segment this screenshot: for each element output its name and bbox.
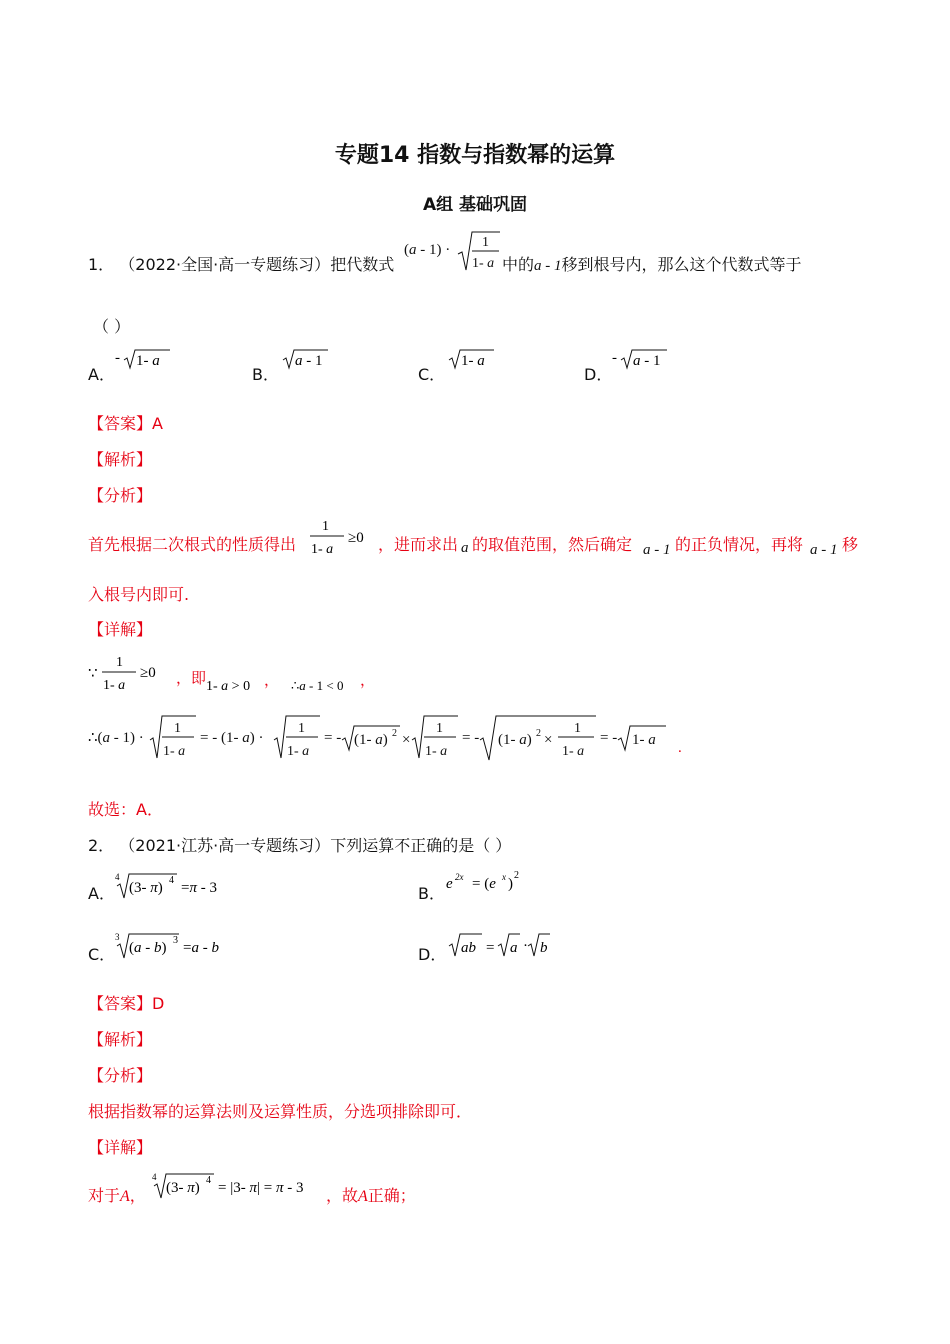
q1-option-c-label: C．	[418, 365, 446, 384]
q2-detail-line	[88, 1183, 146, 1206]
svg-text:1- a > 0: 1- a > 0	[206, 679, 251, 694]
q1-stem-rest	[502, 252, 802, 275]
svg-text:=a - b: =a - b	[183, 940, 219, 956]
q1-stem-c: 移到根号内，那么这个代数式等于	[561, 255, 802, 274]
q1-option-b-math	[282, 346, 332, 376]
q1-option-c[interactable]	[418, 362, 445, 385]
q1-blank: （ ）	[93, 317, 131, 336]
svg-text:(3- π): (3- π)	[129, 880, 163, 896]
q1-analysis-label: 【解析】	[88, 450, 153, 469]
svg-text:= (e: = (e	[472, 876, 496, 892]
svg-text:1- a: 1- a	[632, 732, 656, 748]
q2-option-b-label[interactable]: B．	[418, 884, 445, 903]
q2-detail-c: 正确；	[367, 1186, 416, 1205]
q1-fenxi-text-a: 首先根据二次根式的性质得出	[88, 535, 297, 554]
q1-option-a-label: A．	[88, 365, 115, 384]
q1-because-line	[88, 650, 378, 700]
svg-text:-: -	[612, 350, 617, 366]
svg-text:a - 1: a - 1	[633, 353, 661, 369]
q2-detail-b: ，故	[326, 1186, 359, 1205]
q2-detail-a: 对于	[88, 1186, 121, 1205]
svg-text:≥0: ≥0	[140, 665, 156, 681]
q1-option-c-math	[448, 346, 498, 376]
q1-expression	[402, 228, 502, 278]
q1-fenxi-text-e: 移	[842, 535, 859, 554]
svg-text:.: .	[678, 740, 682, 756]
svg-text:1- a: 1- a	[163, 744, 186, 759]
svg-text:，即: ，即	[176, 669, 207, 687]
q2-fenxi-label: 【分析】	[88, 1066, 153, 1085]
q2-detail-var-a: A	[120, 1188, 130, 1205]
q1-fenxi-text-b: ，进而求出	[378, 535, 459, 554]
q1-number: 1．	[88, 255, 115, 274]
svg-text:2x: 2x	[455, 872, 464, 882]
svg-text:1: 1	[298, 721, 305, 736]
svg-text:1- a: 1- a	[287, 744, 310, 759]
q1-option-a[interactable]	[88, 362, 115, 385]
svg-text:b: b	[540, 940, 548, 956]
q2-option-c-math	[115, 928, 245, 966]
q1-fenxi-fraction	[308, 514, 380, 562]
q1-fenxi-text-d: 的正负情况，再将	[675, 535, 804, 554]
svg-text:1- a: 1- a	[136, 353, 160, 369]
q1-fenxi-text-f: 入根号内即可.	[88, 585, 190, 604]
svg-text:a: a	[510, 940, 518, 956]
group-heading: A组 基础巩固	[422, 195, 528, 215]
q2-stem-text: 下列运算不正确的是（ ）	[330, 836, 512, 855]
svg-text:1: 1	[116, 655, 123, 670]
q1-conclusion: 故选：A．	[88, 800, 163, 819]
svg-text:= -: = -	[324, 730, 342, 746]
q1-stem-b: 中的	[502, 255, 535, 274]
svg-text:= |3- π| = π - 3: = |3- π| = π - 3	[218, 1180, 304, 1196]
svg-text:=π - 3: =π - 3	[181, 880, 217, 896]
svg-text:= -: = -	[462, 730, 480, 746]
svg-text:4: 4	[169, 875, 174, 886]
svg-text:×: ×	[402, 732, 411, 748]
svg-text:x: x	[502, 872, 506, 882]
q1-fenxi-term1: a - 1	[643, 542, 671, 558]
q1-chain-line	[88, 710, 698, 768]
svg-text:1: 1	[482, 235, 489, 250]
svg-text:·: ·	[523, 938, 528, 954]
q1-option-b[interactable]	[252, 362, 279, 385]
svg-text:×: ×	[544, 732, 553, 748]
svg-text:= -: = -	[600, 730, 618, 746]
svg-text:1- a: 1- a	[461, 353, 485, 369]
q1-source: （2022·全国·高一专题练习）	[119, 255, 331, 274]
q2-detail-var-a2: A	[358, 1188, 368, 1205]
svg-text:2: 2	[536, 728, 541, 739]
svg-text:4: 4	[206, 1175, 211, 1186]
svg-text:2: 2	[392, 728, 397, 739]
q1-expression-formula	[402, 228, 502, 274]
svg-text:=: =	[486, 940, 495, 956]
q2-option-b-math	[446, 868, 536, 906]
q1-fenxi-label: 【分析】	[88, 486, 153, 505]
svg-text:-: -	[115, 350, 120, 366]
q2-analysis-label: 【解析】	[88, 1030, 153, 1049]
q2-answer: 【答案】D	[88, 994, 165, 1013]
svg-text:4: 4	[115, 872, 120, 882]
q2-detail-math	[150, 1168, 330, 1206]
q1-option-d[interactable]	[584, 362, 612, 385]
q2-source: （2021·江苏·高一专题练习）	[119, 836, 331, 855]
q1-option-d-math	[612, 346, 672, 376]
svg-text:1: 1	[436, 721, 443, 736]
q1-stem-a: 把代数式	[330, 255, 395, 274]
svg-text:(a - b): (a - b)	[129, 940, 167, 956]
svg-text:e: e	[446, 876, 453, 892]
q1-fenxi-var: a	[461, 540, 469, 556]
svg-text:1- a: 1- a	[103, 678, 126, 693]
svg-text:1: 1	[574, 721, 581, 736]
svg-text:(1- a): (1- a)	[354, 732, 388, 748]
q2-fenxi-text: 根据指数幂的运算法则及运算性质，分选项排除即可．	[88, 1102, 473, 1121]
q2-option-a-math	[115, 868, 245, 906]
q2-option-d-label[interactable]: D．	[418, 945, 447, 964]
q1-option-d-label: D．	[584, 365, 613, 384]
svg-text:1- a: 1- a	[472, 256, 495, 271]
q1-option-b-label: B．	[252, 365, 279, 384]
q2-option-c-label[interactable]: C．	[88, 945, 116, 964]
q1-term: a - 1	[534, 258, 562, 274]
svg-text:(a - 1) ·: (a - 1) ·	[404, 242, 451, 258]
q2-detail-tail	[326, 1183, 416, 1206]
q1-option-a-math	[115, 346, 175, 376]
svg-text:3: 3	[115, 932, 120, 942]
page-title: 专题14 指数与指数幂的运算	[334, 143, 616, 168]
q2-option-d-math	[448, 928, 558, 966]
q1-answer: 【答案】A	[88, 414, 163, 433]
svg-text:a - 1: a - 1	[295, 353, 323, 369]
svg-text:= - (1- a) ·: = - (1- a) ·	[200, 730, 264, 746]
q2-detail-comma: ，	[129, 1186, 146, 1205]
q2-number: 2．	[88, 836, 115, 855]
svg-text:∴a - 1 < 0: ∴a - 1 < 0	[291, 678, 344, 693]
svg-text:∴(a - 1) ·: ∴(a - 1) ·	[88, 730, 144, 746]
svg-text:): )	[508, 876, 513, 892]
q1-detail-label: 【详解】	[88, 620, 153, 639]
svg-text:2: 2	[514, 870, 519, 881]
q1-stem	[88, 252, 394, 275]
svg-text:3: 3	[173, 935, 178, 946]
svg-text:1- a: 1- a	[425, 744, 448, 759]
svg-text:(3- π): (3- π)	[166, 1180, 200, 1196]
svg-text:4: 4	[152, 1172, 157, 1182]
svg-text:ab: ab	[461, 940, 476, 956]
svg-text:1: 1	[174, 721, 181, 736]
q2-detail-label: 【详解】	[88, 1138, 153, 1157]
q1-fenxi-term2: a - 1	[810, 542, 838, 558]
svg-text:，: ，	[360, 671, 376, 689]
svg-text:，: ，	[264, 671, 280, 689]
svg-text:(1- a): (1- a)	[498, 732, 532, 748]
q1-fenxi-text-c: 的取值范围，然后确定	[472, 535, 633, 554]
svg-text:1- a: 1- a	[311, 542, 334, 557]
svg-text:1- a: 1- a	[562, 744, 585, 759]
svg-text:1: 1	[322, 519, 329, 534]
q2-stem	[88, 833, 511, 856]
svg-text:≥0: ≥0	[348, 530, 364, 546]
q2-option-a-label[interactable]: A．	[88, 884, 115, 903]
svg-text:∵: ∵	[88, 664, 98, 682]
